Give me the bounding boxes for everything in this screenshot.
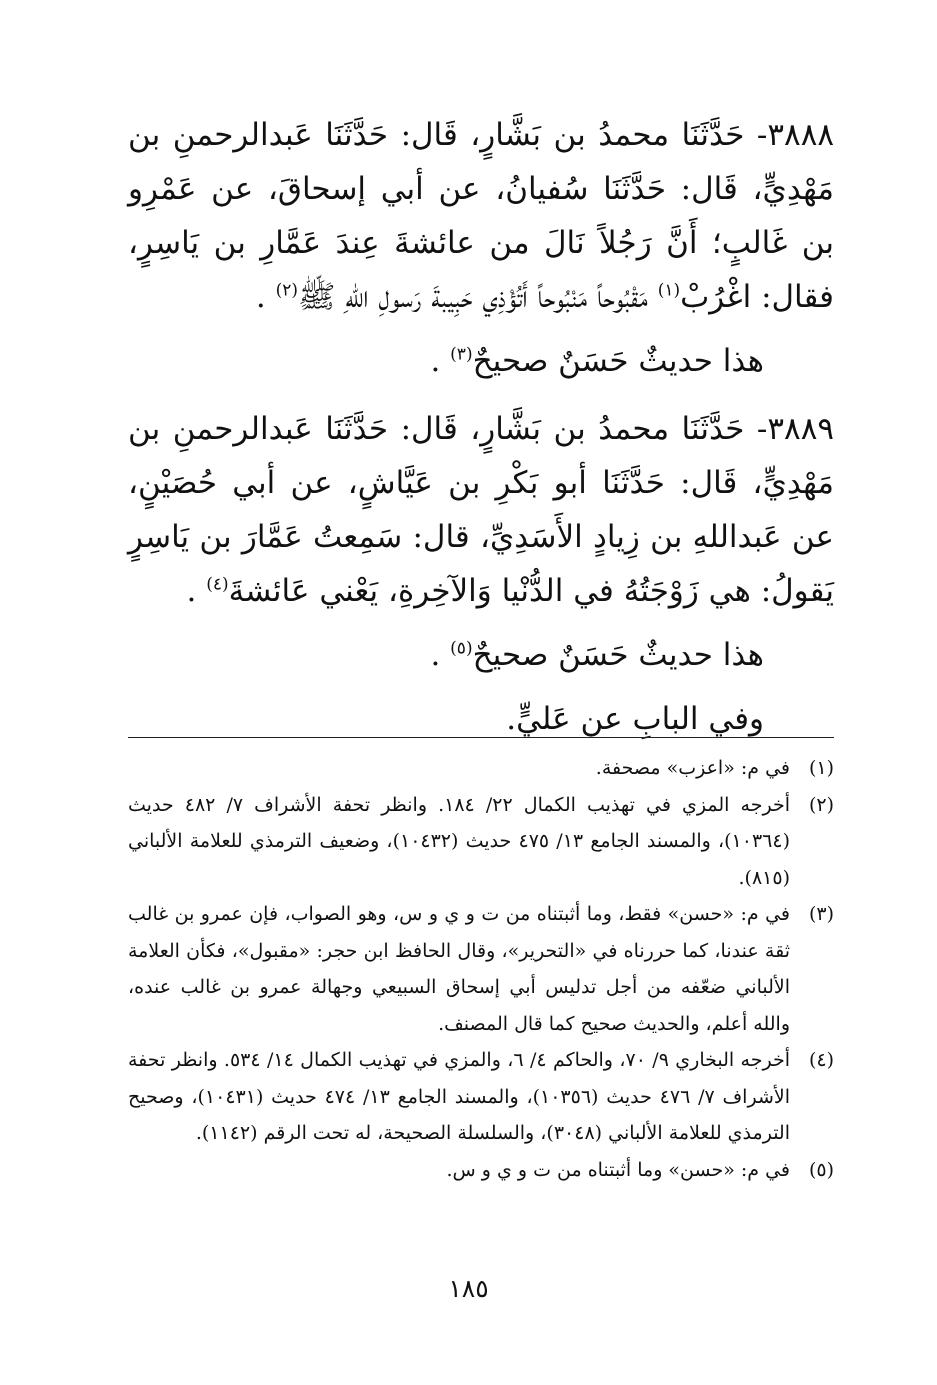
footnote-ref[interactable]: (٤) [206, 574, 229, 595]
footnote-text: أخرجه البخاري ٩/ ٧٠، والحاكم ٤/ ٦، والمزي في تهذيب الكمال ١٤/ ٥٣٤. وانظر تحفة الأشراف ٧/ ٤٧٦ حديث (١٠٣٥٦)، والمسند الجامع ١٣/ ٤٧٤ حديث (١٠٤٣١)، وصحيح الترمذي للعلامة الألباني (٣٠٤٨)، والسلسلة الصحيحة، له تحت الرقم (١١٤٢). [128, 1049, 790, 1144]
page-number: ١٨٥ [448, 1274, 489, 1303]
footnote-text: في م: «حسن» وما أثبتناه من ت و ي و س. [446, 1158, 790, 1181]
hadith-3889 [128, 402, 834, 618]
grade-text: هذا حديثٌ حَسَنٌ صحيحٌ [472, 343, 764, 379]
footnote-number: (٣) [808, 903, 834, 925]
hadith-end: . [186, 573, 207, 609]
footnote-number: (٤) [808, 1049, 834, 1071]
footnote-ref[interactable]: (١) [657, 280, 681, 301]
grade-end: . [430, 343, 451, 379]
hadith-3888 [128, 108, 834, 324]
page-body [128, 108, 834, 1181]
footnote-item [128, 896, 834, 1042]
footnote-ref[interactable]: (٥) [450, 638, 473, 659]
hadith-number: ٣٨٨٨ [767, 117, 834, 153]
hadith-grade [128, 628, 834, 682]
grade-end: . [430, 637, 451, 673]
footnote-number: (٢) [808, 793, 834, 816]
footnote-text: أخرجه المزي في تهذيب الكمال ٢٢/ ١٨٤. وانظر تحفة الأشراف ٧/ ٤٨٢ حديث (١٠٣٦٤)، والمسند الجامع ١٣/ ٤٧٥ حديث (١٠٤٣٢)، وضعيف الترمذي للعلامة الألباني (٨١٥). [128, 793, 790, 889]
hadith-text: مَقْبُوحاً مَنْبُوحاً أَتُؤْذِي حَبِيبةَ رَسولِ اللهِ ﷺ [298, 279, 658, 315]
footnote-number: (١) [808, 757, 834, 779]
hadith-text: - حَدَّثَنَا محمدُ بن بَشَّارٍ، قَال: حَدَّثَنَا عَبدالرحمنِ بن مَهْدِيٍّ، قَال: حَدَّثَنَا سُفيانُ، عن أبي إسحاقَ، عن عَمْرِو بن غَالبٍ؛ أَنَّ رَجُلاً نَالَ من عائشةَ عِندَ عَمَّارِ بن يَاسِرٍ، فقال: اغْرُبْ [128, 117, 834, 315]
footnote-item [128, 1152, 834, 1189]
footnote-text: في م: «حسن» فقط، وما أثبتناه من ت و ي و س، وهو الصواب، فإن عمرو بن غالب ثقة عندنا، كما حررناه في «التحرير»، وقال الحافظ ابن حجر: «مقبول»، فكأن العلامة الألباني ضعّفه من أجل تدليس أبي إسحاق السبيعي وجهالة عمرو بن غالب عنده، والله أعلم، والحديث صحيح كما قال المصنف. [128, 903, 790, 1035]
chapter-note: وفي البابِ عن عَليٍّ. [506, 701, 764, 737]
footnote-separator [128, 737, 834, 738]
hadith-text: - حَدَّثَنَا محمدُ بن بَشَّارٍ، قَال: حَدَّثَنَا عَبدالرحمنِ بن مَهْدِيٍّ، قَال: حَدَّثَنَا أبو بَكْرِ بن عَيَّاشٍ، عن أبي حُصَيْنٍ، عن عَبداللهِ بن زِيادٍ الأَسَدِيِّ، قال: سَمِعتُ عَمَّارَ بن يَاسِرٍ يَقولُ: هي زَوْجَتُهُ في الدُّنْيا وَالآخِرةِ، يَعْني عَائشةَ [128, 411, 834, 609]
footnotes-list [128, 750, 834, 1188]
footnote-ref[interactable]: (٢) [275, 280, 298, 301]
footnote-item [128, 750, 834, 787]
footnote-text: في م: «اعزب» مصحفة. [595, 757, 790, 779]
grade-text: هذا حديثٌ حَسَنٌ صحيحٌ [472, 637, 764, 673]
hadith-number: ٣٨٨٩ [767, 411, 834, 447]
footnote-ref[interactable]: (٣) [450, 344, 473, 365]
footnote-number: (٥) [808, 1158, 834, 1181]
hadith-grade [128, 334, 834, 388]
footnote-item [128, 787, 834, 897]
hadith-end: . [255, 279, 276, 315]
footnote-item [128, 1042, 834, 1152]
